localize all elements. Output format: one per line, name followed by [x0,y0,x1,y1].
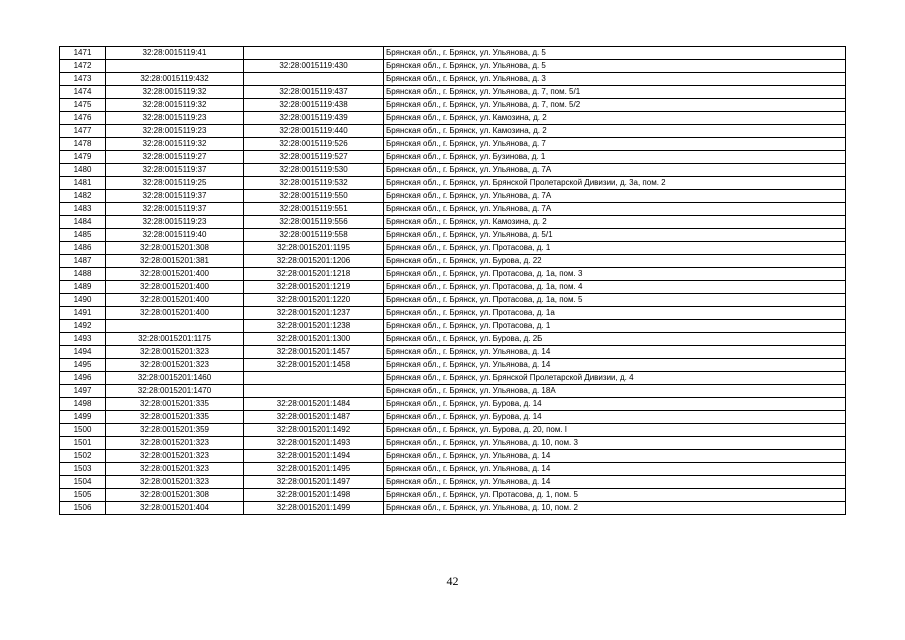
address-cell: Брянская обл., г. Брянск, ул. Ульянова, д. 14 [384,476,846,489]
table-row [60,385,846,398]
old-cadastral-number-cell [106,60,244,73]
new-cadastral-number-cell: 32:28:0015201:1457 [244,346,384,359]
new-cadastral-number-cell: 32:28:0015201:1499 [244,502,384,515]
row-number-cell: 1486 [60,242,106,255]
new-cadastral-number-cell: 32:28:0015201:1495 [244,463,384,476]
address-cell: Брянская обл., г. Брянск, ул. Протасова, д. 1а, пом. 4 [384,281,846,294]
table-row [60,502,846,515]
old-cadastral-number-cell: 32:28:0015119:40 [106,229,244,242]
new-cadastral-number-cell: 32:28:0015201:1195 [244,242,384,255]
new-cadastral-number-cell: 32:28:0015201:1237 [244,307,384,320]
old-cadastral-number-cell: 32:28:0015201:323 [106,437,244,450]
old-cadastral-number-cell: 32:28:0015119:41 [106,47,244,60]
old-cadastral-number-cell: 32:28:0015201:1460 [106,372,244,385]
row-number-cell: 1474 [60,86,106,99]
old-cadastral-number-cell: 32:28:0015201:359 [106,424,244,437]
row-number-cell: 1493 [60,333,106,346]
row-number-cell: 1489 [60,281,106,294]
table-row [60,268,846,281]
row-number-cell: 1480 [60,164,106,177]
old-cadastral-number-cell: 32:28:0015119:32 [106,99,244,112]
new-cadastral-number-cell: 32:28:0015119:530 [244,164,384,177]
address-cell: Брянская обл., г. Брянск, ул. Ульянова, д. 5 [384,47,846,60]
table-row [60,424,846,437]
new-cadastral-number-cell [244,47,384,60]
address-cell: Брянская обл., г. Брянск, ул. Ульянова, д. 7А [384,190,846,203]
row-number-cell: 1482 [60,190,106,203]
address-cell: Брянская обл., г. Брянск, ул. Ульянова, д. 10, пом. 2 [384,502,846,515]
address-cell: Брянская обл., г. Брянск, ул. Камозина, д. 2 [384,112,846,125]
old-cadastral-number-cell: 32:28:0015201:323 [106,359,244,372]
row-number-cell: 1477 [60,125,106,138]
address-cell: Брянская обл., г. Брянск, ул. Протасова, д. 1а [384,307,846,320]
row-number-cell: 1506 [60,502,106,515]
row-number-cell: 1476 [60,112,106,125]
address-cell: Брянская обл., г. Брянск, ул. Ульянова, д. 5/1 [384,229,846,242]
address-cell: Брянская обл., г. Брянск, ул. Бурова, д. 14 [384,398,846,411]
table-row [60,359,846,372]
new-cadastral-number-cell: 32:28:0015201:1300 [244,333,384,346]
row-number-cell: 1484 [60,216,106,229]
row-number-cell: 1504 [60,476,106,489]
old-cadastral-number-cell: 32:28:0015201:335 [106,398,244,411]
address-cell: Брянская обл., г. Брянск, ул. Ульянова, д. 14 [384,463,846,476]
new-cadastral-number-cell: 32:28:0015119:556 [244,216,384,229]
old-cadastral-number-cell: 32:28:0015119:37 [106,190,244,203]
row-number-cell: 1471 [60,47,106,60]
table-row [60,73,846,86]
new-cadastral-number-cell: 32:28:0015201:1238 [244,320,384,333]
table-row [60,60,846,73]
new-cadastral-number-cell: 32:28:0015201:1206 [244,255,384,268]
table-row [60,281,846,294]
table-row [60,476,846,489]
table-row [60,177,846,190]
table-row [60,489,846,502]
row-number-cell: 1498 [60,398,106,411]
row-number-cell: 1502 [60,450,106,463]
old-cadastral-number-cell: 32:28:0015201:381 [106,255,244,268]
old-cadastral-number-cell: 32:28:0015119:25 [106,177,244,190]
old-cadastral-number-cell: 32:28:0015201:404 [106,502,244,515]
row-number-cell: 1487 [60,255,106,268]
row-number-cell: 1485 [60,229,106,242]
old-cadastral-number-cell: 32:28:0015119:23 [106,125,244,138]
old-cadastral-number-cell: 32:28:0015201:1175 [106,333,244,346]
new-cadastral-number-cell: 32:28:0015119:439 [244,112,384,125]
table-row [60,307,846,320]
address-cell: Брянская обл., г. Брянск, ул. Бузинова, д. 1 [384,151,846,164]
address-cell: Брянская обл., г. Брянск, ул. Ульянова, д. 3 [384,73,846,86]
new-cadastral-number-cell: 32:28:0015201:1487 [244,411,384,424]
old-cadastral-number-cell: 32:28:0015201:323 [106,463,244,476]
table-row [60,242,846,255]
table-row [60,203,846,216]
table-row [60,437,846,450]
row-number-cell: 1475 [60,99,106,112]
old-cadastral-number-cell: 32:28:0015201:323 [106,346,244,359]
address-cell: Брянская обл., г. Брянск, ул. Ульянова, д. 7А [384,164,846,177]
row-number-cell: 1483 [60,203,106,216]
table-row [60,164,846,177]
address-cell: Брянская обл., г. Брянск, ул. Ульянова, д. 7А [384,203,846,216]
table-row [60,346,846,359]
row-number-cell: 1499 [60,411,106,424]
row-number-cell: 1479 [60,151,106,164]
address-cell: Брянская обл., г. Брянск, ул. Ульянова, д. 10, пом. 3 [384,437,846,450]
new-cadastral-number-cell: 32:28:0015119:526 [244,138,384,151]
new-cadastral-number-cell: 32:28:0015119:551 [244,203,384,216]
address-cell: Брянская обл., г. Брянск, ул. Брянской Пролетарской Дивизии, д. 3а, пом. 2 [384,177,846,190]
row-number-cell: 1473 [60,73,106,86]
address-cell: Брянская обл., г. Брянск, ул. Ульянова, д. 7, пом. 5/2 [384,99,846,112]
new-cadastral-number-cell: 32:28:0015119:438 [244,99,384,112]
table-row [60,463,846,476]
table-row [60,86,846,99]
old-cadastral-number-cell: 32:28:0015201:308 [106,489,244,502]
row-number-cell: 1496 [60,372,106,385]
old-cadastral-number-cell: 32:28:0015119:23 [106,112,244,125]
table-row [60,372,846,385]
new-cadastral-number-cell: 32:28:0015119:437 [244,86,384,99]
new-cadastral-number-cell: 32:28:0015119:558 [244,229,384,242]
old-cadastral-number-cell: 32:28:0015201:323 [106,450,244,463]
row-number-cell: 1505 [60,489,106,502]
new-cadastral-number-cell: 32:28:0015201:1492 [244,424,384,437]
address-cell: Брянская обл., г. Брянск, ул. Бурова, д. 20, пом. I [384,424,846,437]
row-number-cell: 1481 [60,177,106,190]
table-row [60,398,846,411]
new-cadastral-number-cell: 32:28:0015201:1219 [244,281,384,294]
row-number-cell: 1494 [60,346,106,359]
old-cadastral-number-cell: 32:28:0015119:432 [106,73,244,86]
row-number-cell: 1472 [60,60,106,73]
table-row [60,229,846,242]
table-row [60,47,846,60]
table-row [60,99,846,112]
old-cadastral-number-cell [106,320,244,333]
address-cell: Брянская обл., г. Брянск, ул. Ульянова, д. 14 [384,359,846,372]
address-cell: Брянская обл., г. Брянск, ул. Ульянова, д. 5 [384,60,846,73]
old-cadastral-number-cell: 32:28:0015201:400 [106,268,244,281]
table-row [60,294,846,307]
address-cell: Брянская обл., г. Брянск, ул. Бурова, д. 2Б [384,333,846,346]
table-row [60,450,846,463]
row-number-cell: 1500 [60,424,106,437]
table-row [60,112,846,125]
table-row [60,125,846,138]
new-cadastral-number-cell: 32:28:0015201:1493 [244,437,384,450]
row-number-cell: 1488 [60,268,106,281]
new-cadastral-number-cell [244,73,384,86]
new-cadastral-number-cell: 32:28:0015119:527 [244,151,384,164]
new-cadastral-number-cell [244,385,384,398]
address-cell: Брянская обл., г. Брянск, ул. Ульянова, д. 7 [384,138,846,151]
address-cell: Брянская обл., г. Брянск, ул. Протасова, д. 1 [384,242,846,255]
row-number-cell: 1501 [60,437,106,450]
old-cadastral-number-cell: 32:28:0015201:1470 [106,385,244,398]
row-number-cell: 1490 [60,294,106,307]
address-cell: Брянская обл., г. Брянск, ул. Протасова, д. 1а, пом. 5 [384,294,846,307]
table-row [60,216,846,229]
table-row [60,320,846,333]
address-cell: Брянская обл., г. Брянск, ул. Камозина, д. 2 [384,125,846,138]
table-row [60,255,846,268]
new-cadastral-number-cell: 32:28:0015201:1498 [244,489,384,502]
new-cadastral-number-cell: 32:28:0015201:1218 [244,268,384,281]
new-cadastral-number-cell: 32:28:0015119:532 [244,177,384,190]
old-cadastral-number-cell: 32:28:0015119:32 [106,86,244,99]
table-row [60,411,846,424]
address-cell: Брянская обл., г. Брянск, ул. Протасова, д. 1, пом. 5 [384,489,846,502]
address-cell: Брянская обл., г. Брянск, ул. Ульянова, д. 14 [384,346,846,359]
address-cell: Брянская обл., г. Брянск, ул. Брянской Пролетарской Дивизии, д. 4 [384,372,846,385]
table-row [60,151,846,164]
row-number-cell: 1491 [60,307,106,320]
old-cadastral-number-cell: 32:28:0015201:335 [106,411,244,424]
row-number-cell: 1492 [60,320,106,333]
cadastral-table [59,46,846,515]
address-cell: Брянская обл., г. Брянск, ул. Протасова, д. 1 [384,320,846,333]
address-cell: Брянская обл., г. Брянск, ул. Протасова, д. 1а, пом. 3 [384,268,846,281]
new-cadastral-number-cell: 32:28:0015201:1458 [244,359,384,372]
table-row [60,190,846,203]
page-number: 42 [446,574,459,588]
old-cadastral-number-cell: 32:28:0015201:400 [106,294,244,307]
address-cell: Брянская обл., г. Брянск, ул. Ульянова, д. 7, пом. 5/1 [384,86,846,99]
new-cadastral-number-cell [244,372,384,385]
table-row [60,138,846,151]
old-cadastral-number-cell: 32:28:0015201:323 [106,476,244,489]
row-number-cell: 1478 [60,138,106,151]
old-cadastral-number-cell: 32:28:0015201:400 [106,281,244,294]
address-cell: Брянская обл., г. Брянск, ул. Бурова, д. 22 [384,255,846,268]
table-body [60,47,846,515]
old-cadastral-number-cell: 32:28:0015119:37 [106,164,244,177]
row-number-cell: 1503 [60,463,106,476]
old-cadastral-number-cell: 32:28:0015201:308 [106,242,244,255]
old-cadastral-number-cell: 32:28:0015119:37 [106,203,244,216]
table-row [60,333,846,346]
new-cadastral-number-cell: 32:28:0015201:1497 [244,476,384,489]
row-number-cell: 1497 [60,385,106,398]
address-cell: Брянская обл., г. Брянск, ул. Камозина, д. 2 [384,216,846,229]
new-cadastral-number-cell: 32:28:0015119:550 [244,190,384,203]
old-cadastral-number-cell: 32:28:0015119:23 [106,216,244,229]
new-cadastral-number-cell: 32:28:0015119:430 [244,60,384,73]
new-cadastral-number-cell: 32:28:0015201:1494 [244,450,384,463]
new-cadastral-number-cell: 32:28:0015201:1220 [244,294,384,307]
old-cadastral-number-cell: 32:28:0015119:32 [106,138,244,151]
address-cell: Брянская обл., г. Брянск, ул. Ульянова, д. 14 [384,450,846,463]
old-cadastral-number-cell: 32:28:0015119:27 [106,151,244,164]
new-cadastral-number-cell: 32:28:0015119:440 [244,125,384,138]
new-cadastral-number-cell: 32:28:0015201:1484 [244,398,384,411]
old-cadastral-number-cell: 32:28:0015201:400 [106,307,244,320]
address-cell: Брянская обл., г. Брянск, ул. Бурова, д. 14 [384,411,846,424]
address-cell: Брянская обл., г. Брянск, ул. Ульянова, д. 18А [384,385,846,398]
row-number-cell: 1495 [60,359,106,372]
